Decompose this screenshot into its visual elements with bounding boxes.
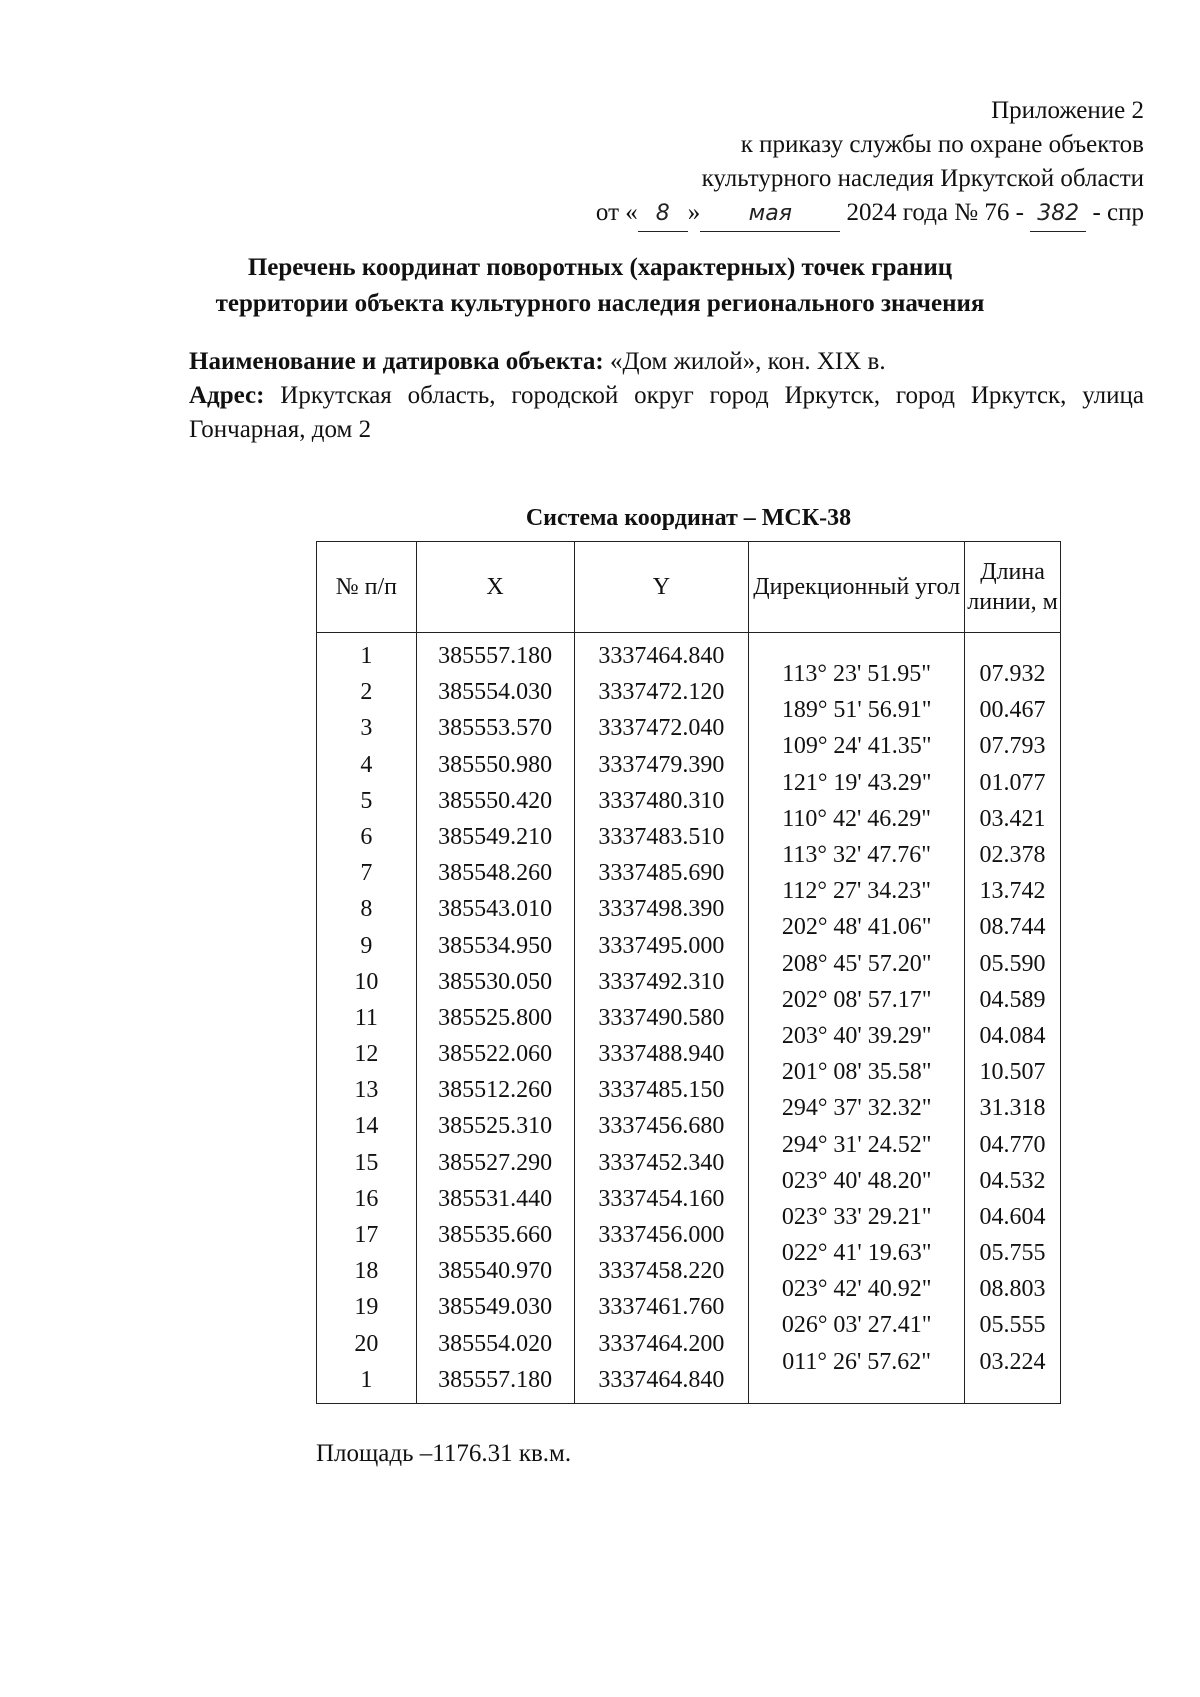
point-number: 9 <box>360 932 373 959</box>
segment-angle: 110° 42' 46.29" <box>782 805 932 832</box>
segment-length: 00.467 <box>979 697 1046 724</box>
point-x: 385525.800 <box>438 1004 553 1031</box>
point-number: 2 <box>360 679 373 706</box>
point-x: 385530.050 <box>438 968 553 995</box>
point-number: 3 <box>360 715 373 742</box>
point-number: 12 <box>354 1041 379 1068</box>
segment-length: 04.532 <box>979 1167 1046 1194</box>
point-y: 3337456.680 <box>598 1113 725 1140</box>
length-column <box>965 633 1060 1403</box>
col-y-cell <box>574 633 749 1404</box>
point-number: 11 <box>354 1004 378 1031</box>
segment-angle: 112° 27' 34.23" <box>782 878 932 905</box>
point-number: 5 <box>360 787 373 814</box>
point-number: 6 <box>360 823 373 850</box>
col-length-cell <box>965 633 1061 1404</box>
point-number: 20 <box>354 1330 379 1357</box>
document-title <box>0 250 1200 322</box>
segment-length: 31.318 <box>979 1095 1046 1122</box>
col-num-cell <box>317 633 417 1404</box>
segment-angle: 189° 51' 56.91" <box>781 697 932 724</box>
order-from-label: от « <box>595 199 638 226</box>
object-name-label: Наименование и датировка объекта: <box>189 348 604 375</box>
segment-length: 04.084 <box>979 1022 1046 1049</box>
segment-length: 08.744 <box>979 914 1046 941</box>
segment-length: 08.803 <box>979 1276 1046 1303</box>
segment-length: 04.589 <box>979 986 1046 1013</box>
point-x: 385522.060 <box>438 1041 553 1068</box>
header-length: Длина линии, м <box>965 542 1061 633</box>
title-line-2: территории объекта культурного наследия регионального значения <box>215 290 985 317</box>
segment-angle: 113° 23' 51.95" <box>782 661 932 688</box>
segment-angle: 109° 24' 41.35" <box>781 733 932 760</box>
point-y: 3337472.120 <box>598 679 725 706</box>
point-y: 3337488.940 <box>598 1041 725 1068</box>
segment-angle: 113° 32' 47.76" <box>782 842 932 869</box>
point-x-column <box>417 633 574 1403</box>
object-address-value: Иркутская область, городской округ город Иркутск, город Иркутск, улица Гончарная, дом 2 <box>189 382 1144 443</box>
segment-angle: 022° 41' 19.63" <box>781 1240 932 1267</box>
point-number: 16 <box>354 1185 379 1212</box>
segment-length: 05.555 <box>979 1312 1046 1339</box>
point-y: 3337498.390 <box>598 896 725 923</box>
point-number: 19 <box>354 1294 379 1321</box>
segment-angle: 011° 26' 57.62" <box>782 1348 932 1375</box>
table-header-row <box>317 542 1061 633</box>
point-number-column <box>317 633 416 1403</box>
coordinates-table <box>316 541 1061 1404</box>
point-number: 1 <box>360 1366 373 1393</box>
order-suffix: - спр <box>1086 199 1144 226</box>
point-number: 18 <box>354 1258 379 1285</box>
segment-length: 13.742 <box>979 878 1046 905</box>
header-angle: Дирекционный угол <box>749 542 965 633</box>
point-x: 385550.420 <box>438 787 553 814</box>
angle-column <box>749 633 964 1403</box>
point-number: 17 <box>354 1222 379 1248</box>
order-date-line <box>596 196 1144 232</box>
object-address <box>189 379 1144 447</box>
header-y: Y <box>574 542 749 633</box>
segment-length: 03.224 <box>979 1348 1046 1375</box>
segment-angle: 023° 33' 29.21" <box>781 1203 932 1230</box>
object-name-value: «Дом жилой», кон. XIX в. <box>603 348 886 375</box>
order-quote-close: » <box>687 199 701 226</box>
col-x-cell <box>416 633 574 1404</box>
point-y: 3337464.840 <box>598 1366 725 1393</box>
segment-angle: 208° 45' 57.20" <box>781 950 932 977</box>
point-x: 385534.950 <box>438 932 553 959</box>
segment-length: 05.590 <box>979 950 1046 977</box>
order-year-text: 2024 года № 76 - <box>840 199 1031 226</box>
point-y: 3337472.040 <box>598 715 725 742</box>
point-y: 3337461.760 <box>598 1294 725 1321</box>
point-y: 3337456.000 <box>598 1222 725 1248</box>
point-x: 385543.010 <box>438 896 553 923</box>
point-x: 385527.290 <box>438 1149 553 1176</box>
segment-angle: 023° 42' 40.92" <box>781 1276 932 1303</box>
point-y: 3337490.580 <box>598 1004 725 1031</box>
title-line-1: Перечень координат поворотных (характерных) точек границ <box>247 254 953 281</box>
point-x: 385525.310 <box>438 1113 553 1140</box>
segment-angle: 121° 19' 43.29" <box>781 769 932 796</box>
point-y: 3337495.000 <box>598 932 725 959</box>
table-body-row <box>317 633 1061 1404</box>
segment-angle: 202° 08' 57.17" <box>781 986 932 1013</box>
segment-angle: 202° 48' 41.06" <box>781 914 932 941</box>
table-caption: Система координат – МСК-38 <box>525 505 852 531</box>
appendix-header <box>596 94 1144 232</box>
point-y: 3337485.690 <box>598 860 725 887</box>
point-number: 8 <box>360 896 373 923</box>
appendix-order-ref: к приказу службы по охране объектов <box>740 131 1144 158</box>
point-number: 1 <box>360 643 373 669</box>
point-number: 10 <box>354 968 379 995</box>
area-value: Площадь –1176.31 кв.м. <box>316 1440 572 1467</box>
point-y: 3337480.310 <box>598 787 725 814</box>
segment-length: 04.604 <box>979 1203 1046 1230</box>
point-y: 3337464.200 <box>598 1330 725 1357</box>
order-month-handwritten: мая <box>700 197 840 232</box>
point-y: 3337464.840 <box>598 643 725 669</box>
point-x: 385540.970 <box>438 1258 553 1285</box>
segment-length: 10.507 <box>979 1059 1046 1086</box>
point-x: 385554.030 <box>438 679 553 706</box>
point-x: 385557.180 <box>438 1366 553 1393</box>
segment-length: 01.077 <box>979 769 1046 796</box>
point-x: 385549.030 <box>438 1294 553 1321</box>
point-x: 385550.980 <box>438 751 553 778</box>
segment-length: 07.793 <box>979 733 1046 760</box>
point-y: 3337458.220 <box>598 1258 725 1285</box>
order-day-handwritten: 8 <box>638 197 688 232</box>
point-y: 3337485.150 <box>598 1077 725 1104</box>
point-number: 13 <box>354 1077 379 1104</box>
segment-length: 05.755 <box>979 1240 1046 1267</box>
object-address-label: Адрес: <box>189 382 265 409</box>
point-y: 3337492.310 <box>598 968 725 995</box>
point-x: 385531.440 <box>438 1185 553 1212</box>
segment-angle: 203° 40' 39.29" <box>781 1022 932 1049</box>
segment-angle: 026° 03' 27.41" <box>781 1312 932 1339</box>
segment-angle: 294° 37' 32.32" <box>781 1095 932 1122</box>
segment-angle: 023° 40' 48.20" <box>781 1167 932 1194</box>
point-number: 14 <box>354 1113 379 1140</box>
point-number: 4 <box>360 751 373 778</box>
point-x: 385557.180 <box>438 643 553 669</box>
order-number-handwritten: 382 <box>1030 197 1086 232</box>
point-x: 385549.210 <box>438 823 553 850</box>
point-number: 15 <box>354 1149 379 1176</box>
object-info <box>189 345 1144 447</box>
point-x: 385554.020 <box>438 1330 553 1357</box>
point-number: 7 <box>360 860 373 887</box>
point-x: 385548.260 <box>438 860 553 887</box>
segment-angle: 201° 08' 35.58" <box>781 1059 932 1086</box>
object-name <box>189 345 1144 379</box>
col-angle-cell <box>749 633 965 1404</box>
point-x: 385553.570 <box>438 715 553 742</box>
point-y: 3337454.160 <box>598 1185 725 1212</box>
point-x: 385512.260 <box>438 1077 553 1104</box>
appendix-number: Приложение 2 <box>991 97 1144 124</box>
header-num: № п/п <box>317 542 417 633</box>
segment-length: 07.932 <box>979 661 1046 688</box>
point-y: 3337483.510 <box>598 823 725 850</box>
segment-length: 03.421 <box>979 805 1046 832</box>
segment-length: 04.770 <box>979 1131 1046 1158</box>
segment-length: 02.378 <box>979 842 1046 869</box>
point-x: 385535.660 <box>438 1222 553 1248</box>
segment-angle: 294° 31' 24.52" <box>781 1131 932 1158</box>
point-y: 3337479.390 <box>598 751 725 778</box>
header-x: X <box>416 542 574 633</box>
appendix-agency: культурного наследия Иркутской области <box>701 165 1144 192</box>
point-y: 3337452.340 <box>598 1149 725 1176</box>
point-y-column <box>575 633 749 1403</box>
